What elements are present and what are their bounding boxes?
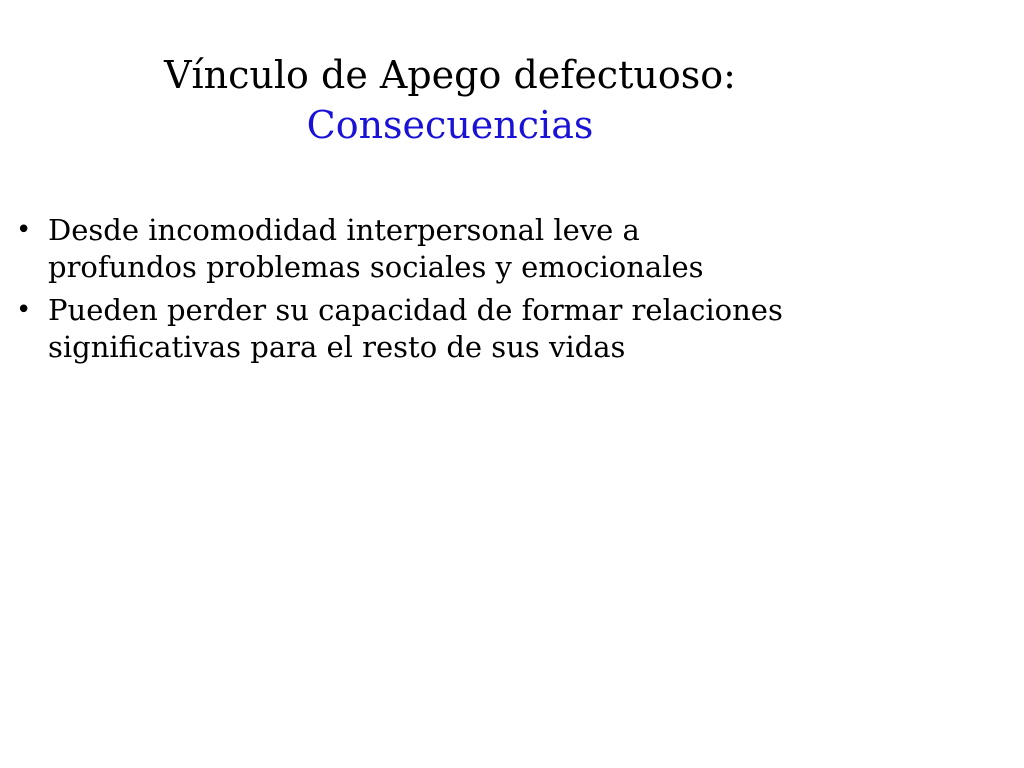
bullet-text-line: Desde incomodidad interpersonal leve a [48, 213, 640, 247]
bullet-text-line: Pueden perder su capacidad de formar relaciones [48, 293, 783, 327]
slide-title [100, 50, 800, 150]
bullet-item [14, 292, 1004, 366]
bullet-icon: • [16, 215, 32, 245]
bullet-text-line: profundos problemas sociales y emocionales [48, 250, 704, 284]
title-main: Vínculo de Apego defectuoso: [164, 53, 736, 97]
bullet-list [14, 212, 1004, 372]
bullet-item [14, 212, 1004, 286]
bullet-icon: • [16, 295, 32, 325]
bullet-text-line: significativas para el resto de sus vidas [48, 330, 626, 364]
title-subtitle: Consecuencias [306, 103, 594, 147]
